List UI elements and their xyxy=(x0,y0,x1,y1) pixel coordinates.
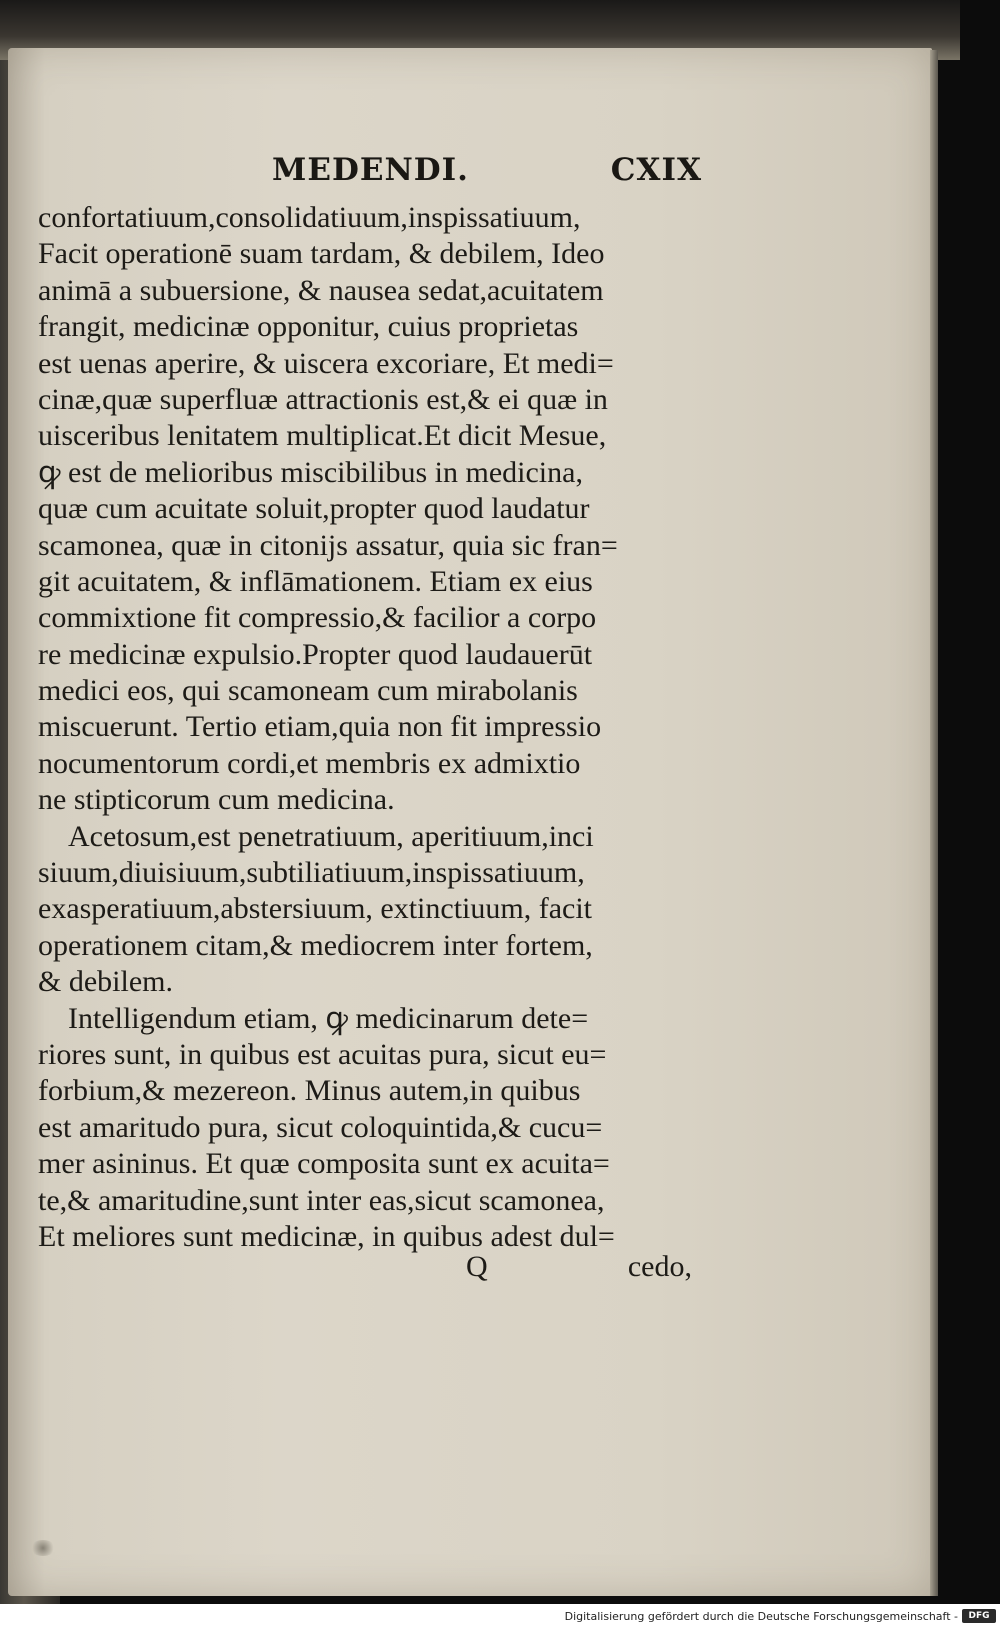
text-line: operationem citam,& mediocrem inter fortem, xyxy=(38,928,593,962)
running-title: MEDENDI. xyxy=(272,152,469,188)
text-line: frangit, medicinæ opponitur, cuius proprietas xyxy=(38,310,579,344)
ink-smudge xyxy=(30,1540,56,1556)
text-line: ꝙ est de melioribus miscibilibus in medicina, xyxy=(38,455,583,489)
text-line: siuum,diuisiuum,subtiliatiuum,inspissatiuum, xyxy=(38,856,585,890)
text-line: re medicinæ expulsio.Propter quod laudauerūt xyxy=(38,637,593,671)
text-line: est amaritudo pura, sicut coloquintida,& cucu= xyxy=(38,1110,603,1144)
text-line: mer asininus. Et quæ composita sunt ex acuita= xyxy=(38,1147,610,1181)
page-fore-edge xyxy=(930,50,938,1596)
text-line: miscuerunt. Tertio etiam,quia non fit impressio xyxy=(38,710,602,744)
text-line: Facit operationē suam tardam, & debilem, Ideo xyxy=(38,237,605,271)
catchword: cedo, xyxy=(627,1250,692,1283)
text-line: nocumentorum cordi,et membris ex admixtio xyxy=(38,746,581,780)
text-line: uisceribus lenitatem multiplicat.Et dicit Mesue, xyxy=(38,419,607,453)
text-line: git acuitatem, & inflāmationem. Etiam ex eius xyxy=(38,564,593,598)
text-line: est uenas aperire, & uiscera excoriare, Et medi= xyxy=(38,346,614,380)
text-line: scamonea, quæ in citonijs assatur, quia sic fran= xyxy=(38,528,618,562)
dfg-logo: DFG xyxy=(962,1609,996,1623)
text-line: forbium,& mezereon. Minus autem,in quibus xyxy=(38,1074,581,1108)
footer-credit: Digitalisierung gefördert durch die Deutsche Forschungsgemeinschaft - xyxy=(564,1610,958,1623)
text-line-indented: Acetosum,est penetratiuum, aperitiuum,inci xyxy=(68,819,594,853)
page-header xyxy=(272,152,702,196)
text-line: animā a subuersione, & nausea sedat,acuitatem xyxy=(38,273,604,307)
text-line: exasperatiuum,abstersiuum, extinctiuum, facit xyxy=(38,892,593,926)
text-line: quæ cum acuitate soluit,propter quod laudatur xyxy=(38,492,590,526)
text-line: confortatiuum,consolidatiuum,inspissatiuum, xyxy=(38,201,581,234)
text-line: & debilem. xyxy=(38,965,173,999)
text-line: riores sunt, in quibus est acuitas pura, sicut eu= xyxy=(38,1037,607,1071)
text-line: medici eos, qui scamoneam cum mirabolanis xyxy=(38,674,578,708)
text-line: commixtione fit compressio,& facilior a corpo xyxy=(38,601,597,635)
folio-number: CXIX xyxy=(610,152,702,188)
text-line: ne stipticorum cum medicina. xyxy=(38,783,395,817)
text-line-indented: Intelligendum etiam, ꝙ medicinarum dete= xyxy=(68,1001,589,1035)
text-line: Et meliores sunt medicinæ, in quibus adest dul= xyxy=(38,1219,615,1253)
text-line: te,& amaritudine,sunt inter eas,sicut scamonea, xyxy=(38,1183,605,1217)
catchword-row xyxy=(38,1250,698,1294)
body-text xyxy=(38,200,698,1255)
text-line: cinæ,quæ superfluæ attractionis est,& ei quæ in xyxy=(38,382,608,416)
signature-mark: Q xyxy=(466,1250,488,1283)
